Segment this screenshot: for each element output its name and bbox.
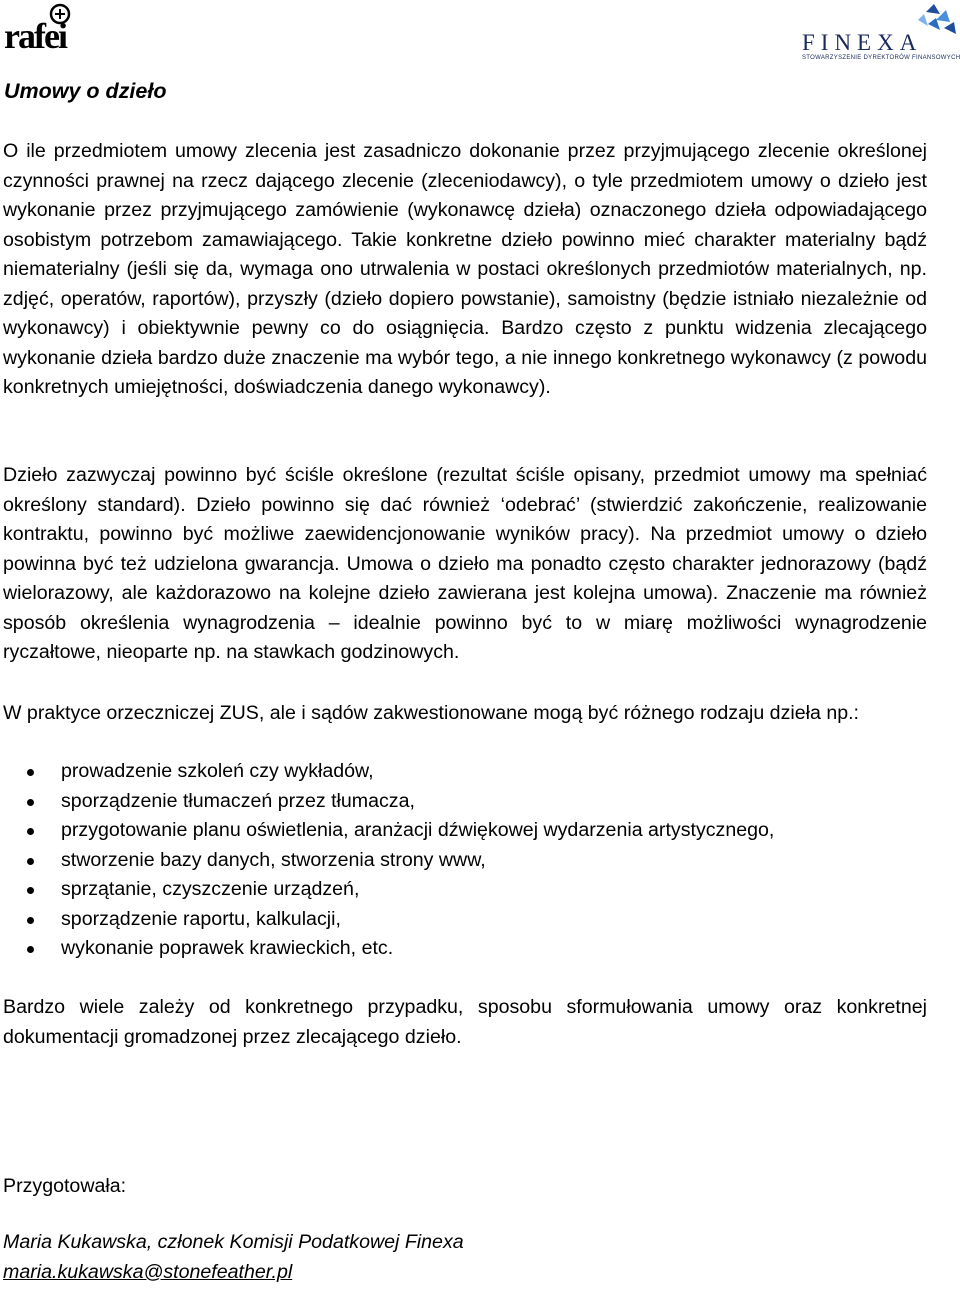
- finexa-logo: [800, 0, 958, 64]
- list-item: wykonanie poprawek krawieckich, etc.: [0, 934, 774, 964]
- list-item: sporządzenie raportu, kalkulacji,: [0, 905, 774, 935]
- paragraph-characteristics: Dzieło zazwyczaj powinno być ściśle określone (rezultat ściśle opisany, przedmiot umowy ma spełniać określony standard). Dzieło powinno się dać również ‘odebrać’ (stwierdzić zakończenie, realizowanie kontraktu, powinno być możliwe zaewidencjonowanie wyników pracy). Na przedmiot umowy o dzieło powinna być też udzielona gwarancja. Umowa o dzieło ma ponadto często charakter jednorazowy (bądź wielorazowy, ale każdorazowo na kolejne dzieło zawierana jest kolejna umowa). Znaczenie ma również sposób określenia wynagrodzenia – idealnie powinno być to w miarę możliwości wynagrodzenie ryczałtowe, nieoparte np. na stawkach godzinowych.: [3, 464, 927, 663]
- author-email-link[interactable]: maria.kukawska@stonefeather.pl: [3, 1261, 293, 1283]
- rafei-logo-text: rafei: [4, 16, 66, 56]
- bullet-icon: [27, 887, 34, 894]
- contested-works-list: [0, 757, 774, 964]
- bullet-icon: [27, 769, 34, 776]
- prepared-by-label: Przygotowała:: [3, 1175, 127, 1197]
- paragraph-conclusion: Bardzo wiele zależy od konkretnego przypadku, sposobu sformułowania umowy oraz konkretnej dokumentacji gromadzonej przez zlecającego dzieło.: [3, 996, 927, 1048]
- bullet-icon: [27, 858, 34, 865]
- finexa-subtitle: STOWARZYSZENIE DYREKTORÓW FINANSOWYCH: [802, 55, 960, 61]
- paragraph-definition: O ile przedmiotem umowy zlecenia jest zasadniczo dokonanie przez przyjmującego zlecenie określonej czynności prawnej na rzecz dającego zlecenie (zleceniodawcy), o tyle przedmiotem umowy o dzieło jest wykonanie przez przyjmującego zamówienie (wykonawcę dzieła) oznaczonego dzieła odpowiadającego osobistym potrzebom zamawiającego. Takie konkretne dzieło powinno mieć charakter materialny bądź niematerialny (jeśli się da, wymaga ono utrwalenia w postaci określonych przedmiotów materialnych, np. zdjęć, operatów, raportów), przyszły (dzieło dopiero powstanie), samoistny (będzie istniało niezależnie od wykonawcy) i obiektywnie pewny co do osiągnięcia. Bardzo często z punktu widzenia zlecającego wykonanie dzieła bardzo duże znaczenie ma wybór tego, a nie innego konkretnego wykonawcy (z powodu konkretnych umiejętności, doświadczenia danego wykonawcy).: [3, 140, 927, 398]
- list-item: sprzątanie, czyszczenie urządzeń,: [0, 875, 774, 905]
- bullet-icon: [27, 828, 34, 835]
- finexa-name: FINEXA: [802, 30, 923, 55]
- bullet-icon: [27, 946, 34, 953]
- page-title: Umowy o dzieło: [4, 79, 167, 103]
- bullet-icon: [27, 917, 34, 924]
- list-item: przygotowanie planu oświetlenia, aranżacji dźwiękowej wydarzenia artystycznego,: [0, 816, 774, 846]
- author-signature: Maria Kukawska, członek Komisji Podatkowej Finexa: [3, 1231, 464, 1253]
- list-item: prowadzenie szkoleń czy wykładów,: [0, 757, 774, 787]
- paragraph-zus-practice: W praktyce orzeczniczej ZUS, ale i sądów zakwestionowane mogą być różnego rodzaju dzieła np.:: [3, 702, 860, 724]
- list-item: stworzenie bazy danych, stworzenia strony www,: [0, 846, 774, 876]
- list-item: sporządzenie tłumaczeń przez tłumacza,: [0, 787, 774, 817]
- rafei-logo: [4, 2, 90, 60]
- bullet-icon: [27, 799, 34, 806]
